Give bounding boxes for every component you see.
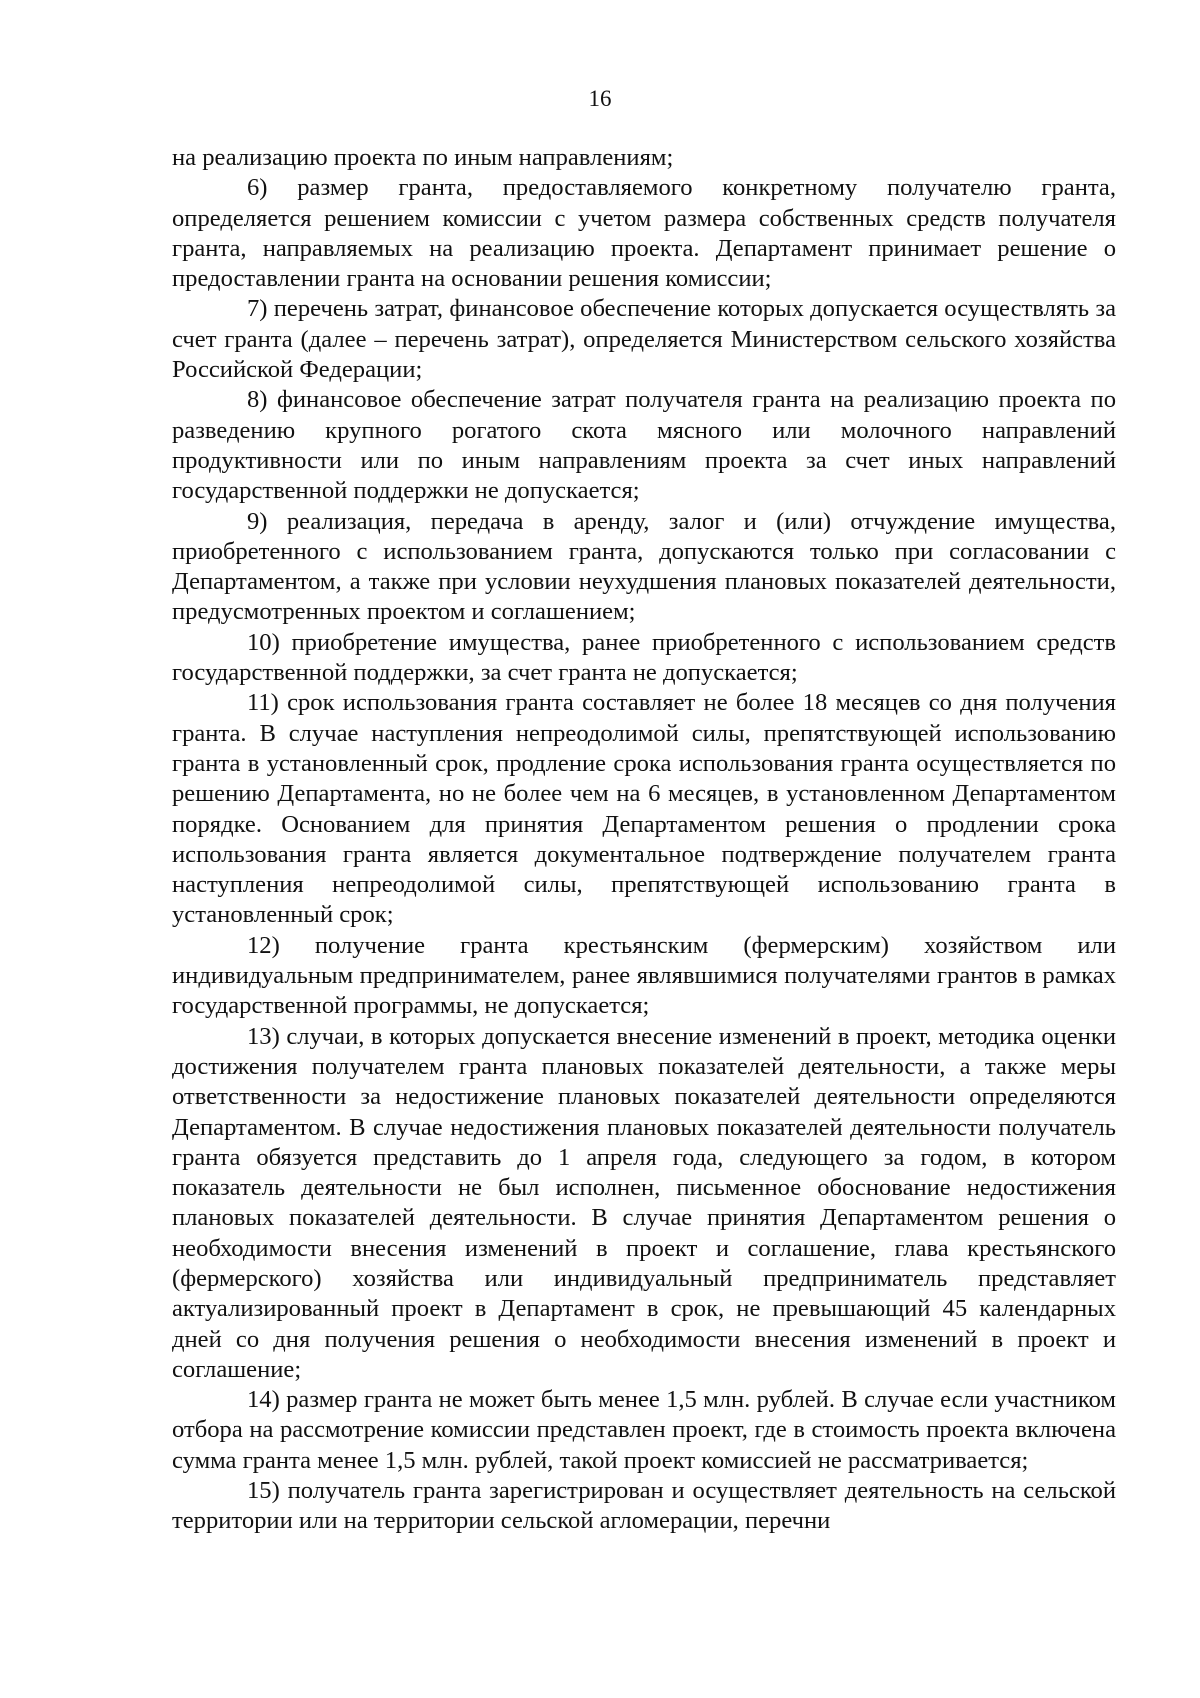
paragraph-item-12: 12) получение гранта крестьянским (фермерским) хозяйством или индивидуальным предпринимателем, ранее являвшимися получателями грантов в рамках государственной программы, не допускается;	[172, 931, 1116, 1020]
paragraph-item-15: 15) получатель гранта зарегистрирован и осуществляет деятельность на сельской территории или на территории сельской агломерации, перечни	[172, 1477, 1116, 1535]
page-number: 16	[588, 86, 612, 111]
paragraph-item-6: 6) размер гранта, предоставляемого конкретному получателю гранта, определяется решением комиссии с учетом размера собственных средств получателя гранта, направляемых на реализацию проекта. Департамент принимает решение о предоставлении гранта на основании решения комиссии;	[172, 174, 1116, 293]
paragraph-item-7: 7) перечень затрат, финансовое обеспечение которых допускается осуществлять за счет гранта (далее – перечень затрат), определяется Министерством сельского хозяйства Российской Федерации;	[172, 295, 1116, 384]
paragraph-item-10: 10) приобретение имущества, ранее приобретенного с использованием средств государственной поддержки, за счет гранта не допускается;	[172, 628, 1116, 687]
paragraph-item-11: 11) срок использования гранта составляет не более 18 месяцев со дня получения гранта. В случае наступления непреодолимой силы, препятствующей использованию гранта в установленный срок, продление срока использования гранта осуществляется по решению Департамента, но не более чем на 6 месяцев, в установленном Департаментом порядке. Основанием для принятия Департаментом решения о продлении срока использования гранта является документальное подтверждение получателем гранта наступления непреодолимой силы, препятствующей использованию гранта в установленный срок;	[172, 689, 1116, 929]
paragraph-item-8: 8) финансовое обеспечение затрат получателя гранта на реализацию проекта по разведению крупного рогатого скота мясного или молочного направлений продуктивности или по иным направлениям проекта за счет иных направлений государственной поддержки не допускается;	[172, 386, 1116, 505]
paragraph-continuation: на реализацию проекта по иным направлениям;	[172, 144, 674, 171]
paragraph-item-13: 13) случаи, в которых допускается внесение изменений в проект, методика оценки достижения получателем гранта плановых показателей деятельности, а также меры ответственности за недостижение плановых показателей деятельности определяются Департаментом. В случае недостижения плановых показателей деятельности получатель гранта обязуется представить до 1 апреля года, следующего за годом, в котором показатель деятельности не был исполнен, письменное обоснование недостижения плановых показателей деятельности. В случае принятия Департаментом решения о необходимости внесения изменений в проект и соглашение, глава крестьянского (фермерского) хозяйства или индивидуальный предприниматель представляет актуализированный проект в Департамент в срок, не превышающий 45 календарных дней со дня получения решения о необходимости внесения изменений в проект и соглашение;	[172, 1022, 1116, 1383]
document-body	[172, 143, 1116, 1537]
paragraph-item-14: 14) размер гранта не может быть менее 1,5 млн. рублей. В случае если участником отбора на рассмотрение комиссии представлен проект, где в стоимость проекта включена сумма гранта менее 1,5 млн. рублей, такой проект комиссией не рассматривается;	[172, 1386, 1116, 1474]
paragraph-item-9: 9) реализация, передача в аренду, залог и (или) отчуждение имущества, приобретенного с использованием гранта, допускаются только при согласовании с Департаментом, а также при условии неухудшения плановых показателей деятельности, предусмотренных проектом и соглашением;	[172, 507, 1116, 626]
